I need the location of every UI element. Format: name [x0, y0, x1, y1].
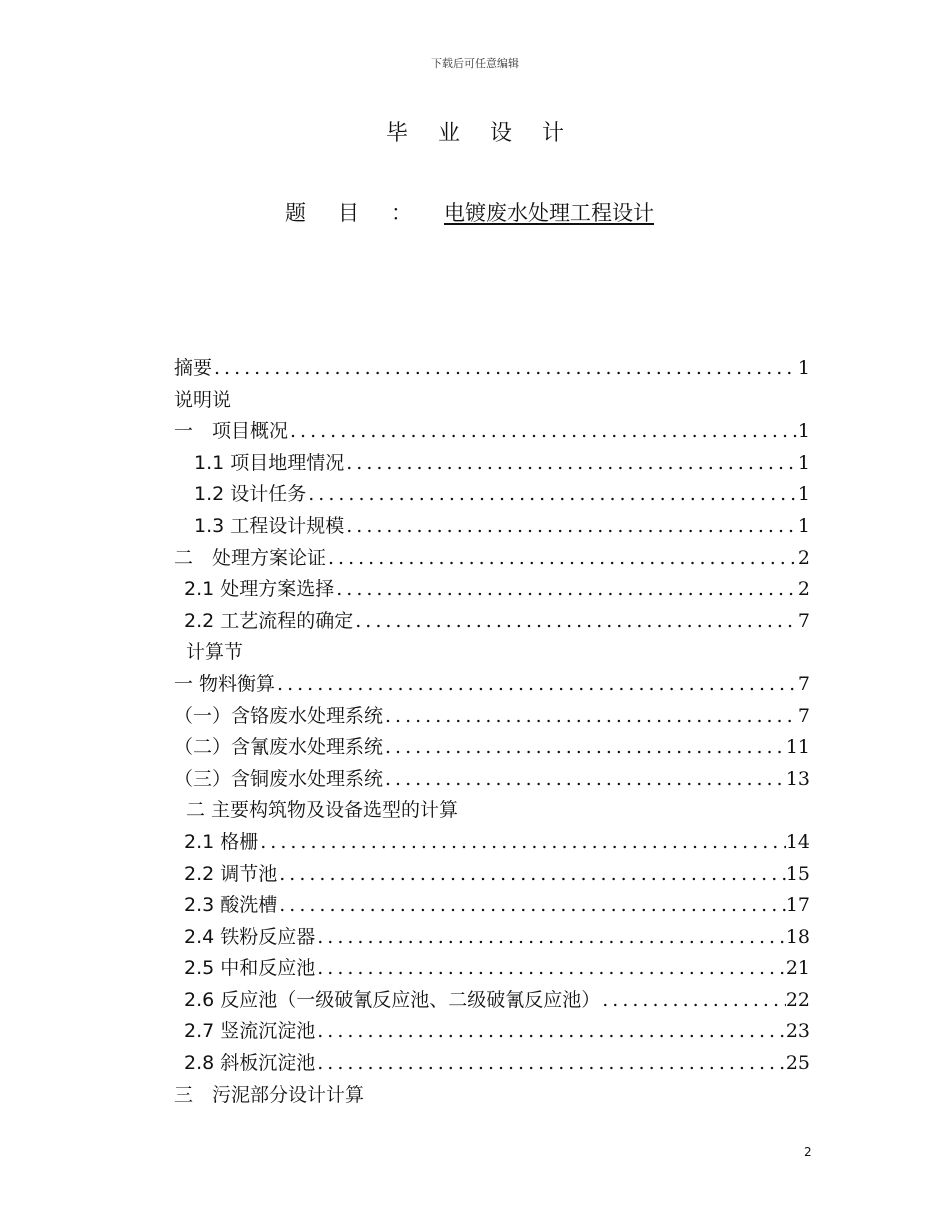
toc-entry-page: 14 — [785, 830, 810, 853]
toc-entry[interactable] — [174, 416, 810, 448]
toc-entry-title: 2.6 反应池（一级破氰反应池、二级破氰反应池） — [184, 988, 601, 1011]
toc-entry[interactable] — [174, 543, 810, 575]
toc-leader-dots — [212, 353, 798, 385]
toc-entry[interactable] — [174, 764, 810, 796]
toc-entry[interactable] — [174, 669, 810, 701]
toc-entry-page: 2 — [797, 546, 810, 569]
toc-entry[interactable] — [174, 511, 810, 543]
page-number: 2 — [804, 1145, 812, 1159]
toc-entry-title: 2.2 调节池 — [184, 862, 278, 885]
toc-leader-dots — [315, 953, 786, 985]
toc-entry-title: 2.2 工艺流程的确定 — [184, 609, 354, 632]
toc-entry[interactable] — [174, 637, 810, 669]
toc-entry-title: 二 处理方案论证 — [174, 546, 327, 569]
toc-entry-title: 2.1 处理方案选择 — [184, 578, 335, 601]
toc-entry-title: 三 污泥部分设计计算 — [174, 1083, 365, 1106]
toc-entry-page: 13 — [785, 767, 810, 790]
toc-leader-dots — [277, 859, 786, 891]
toc-leader-dots — [315, 1048, 786, 1080]
document-title: 毕业设计 — [385, 121, 594, 146]
toc-entry[interactable] — [174, 985, 810, 1017]
toc-entry[interactable] — [174, 732, 810, 764]
toc-entry-title: 1.1 项目地理情况 — [194, 451, 345, 474]
toc-entry-title: 2.7 竖流沉淀池 — [184, 1020, 316, 1043]
toc-entry-page: 1 — [797, 420, 810, 443]
toc-entry-title: 一 项目概况 — [174, 420, 289, 443]
toc-entry[interactable] — [174, 1016, 810, 1048]
table-of-contents — [174, 353, 810, 1111]
toc-entry[interactable] — [174, 606, 810, 638]
toc-entry-title: 2.5 中和反应池 — [184, 957, 316, 980]
toc-entry[interactable] — [174, 1080, 810, 1112]
toc-entry-page: 25 — [785, 1052, 810, 1075]
toc-leader-dots — [364, 1080, 810, 1112]
toc-entry-title: （三）含铜废水处理系统 — [174, 767, 384, 790]
subject-line — [285, 197, 654, 227]
toc-leader-dots — [315, 922, 786, 954]
toc-entry-title: 说明说 — [174, 388, 232, 411]
toc-entry-title: 2.3 酸洗槽 — [184, 894, 278, 917]
toc-leader-dots — [258, 827, 786, 859]
toc-leader-dots — [344, 511, 798, 543]
toc-leader-dots — [353, 606, 798, 638]
toc-leader-dots — [383, 701, 798, 733]
toc-entry-page: 11 — [785, 736, 810, 759]
toc-leader-dots — [600, 985, 786, 1017]
toc-entry-page: 1 — [797, 357, 810, 379]
toc-entry[interactable] — [174, 1048, 810, 1080]
toc-entry-page: 7 — [797, 672, 810, 695]
toc-leader-dots — [344, 448, 798, 480]
toc-leader-dots — [334, 574, 798, 606]
toc-entry[interactable] — [174, 953, 810, 985]
subject-label: 题目： — [285, 201, 444, 225]
toc-leader-dots — [231, 385, 810, 417]
toc-entry-page: 1 — [797, 514, 810, 537]
toc-leader-dots — [383, 764, 786, 796]
toc-entry[interactable] — [174, 890, 810, 922]
toc-entry[interactable] — [174, 922, 810, 954]
toc-entry[interactable] — [174, 701, 810, 733]
toc-entry-page: 7 — [797, 704, 810, 727]
toc-entry[interactable] — [174, 448, 810, 480]
toc-entry-page: 17 — [785, 894, 810, 917]
toc-leader-dots — [326, 543, 798, 575]
toc-leader-dots — [243, 637, 810, 669]
toc-entry-title: （二）含氰废水处理系统 — [174, 736, 384, 759]
toc-entry[interactable] — [174, 479, 810, 511]
toc-entry[interactable] — [174, 827, 810, 859]
toc-entry-title: 二 主要构筑物及设备选型的计算 — [186, 799, 459, 822]
toc-entry-page: 1 — [797, 483, 810, 506]
toc-entry-page: 22 — [785, 988, 810, 1011]
toc-entry[interactable] — [174, 574, 810, 606]
toc-leader-dots — [383, 732, 786, 764]
toc-leader-dots — [277, 890, 786, 922]
toc-leader-dots — [275, 669, 798, 701]
toc-entry-page: 18 — [785, 925, 810, 948]
toc-entry-title: 一 物料衡算 — [174, 672, 276, 695]
toc-entry[interactable] — [174, 859, 810, 891]
toc-leader-dots — [458, 795, 810, 827]
toc-entry[interactable] — [174, 353, 810, 385]
toc-leader-dots — [315, 1016, 786, 1048]
toc-entry-title: 1.3 工程设计规模 — [194, 514, 345, 537]
toc-entry[interactable] — [174, 385, 810, 417]
toc-entry-page: 1 — [797, 451, 810, 474]
toc-entry[interactable] — [174, 795, 810, 827]
toc-entry-title: 2.4 铁粉反应器 — [184, 925, 316, 948]
page-header: 下载后可任意编辑 — [431, 57, 519, 70]
toc-entry-page: 21 — [785, 957, 810, 980]
toc-entry-title: 摘要 — [174, 357, 213, 379]
toc-leader-dots — [306, 479, 798, 511]
toc-entry-page: 15 — [785, 862, 810, 885]
subject-value: 电镀废水处理工程设计 — [444, 201, 654, 225]
toc-entry-page: 2 — [797, 578, 810, 601]
toc-entry-page: 23 — [785, 1020, 810, 1043]
toc-entry-title: 1.2 设计任务 — [194, 483, 307, 506]
toc-entry-title: 2.8 斜板沉淀池 — [184, 1052, 316, 1075]
toc-entry-page: 7 — [797, 609, 810, 632]
toc-entry-title: （一）含铬废水处理系统 — [174, 704, 384, 727]
toc-leader-dots — [288, 416, 798, 448]
toc-entry-title: 计算节 — [186, 641, 244, 664]
toc-entry-title: 2.1 格栅 — [184, 830, 259, 853]
